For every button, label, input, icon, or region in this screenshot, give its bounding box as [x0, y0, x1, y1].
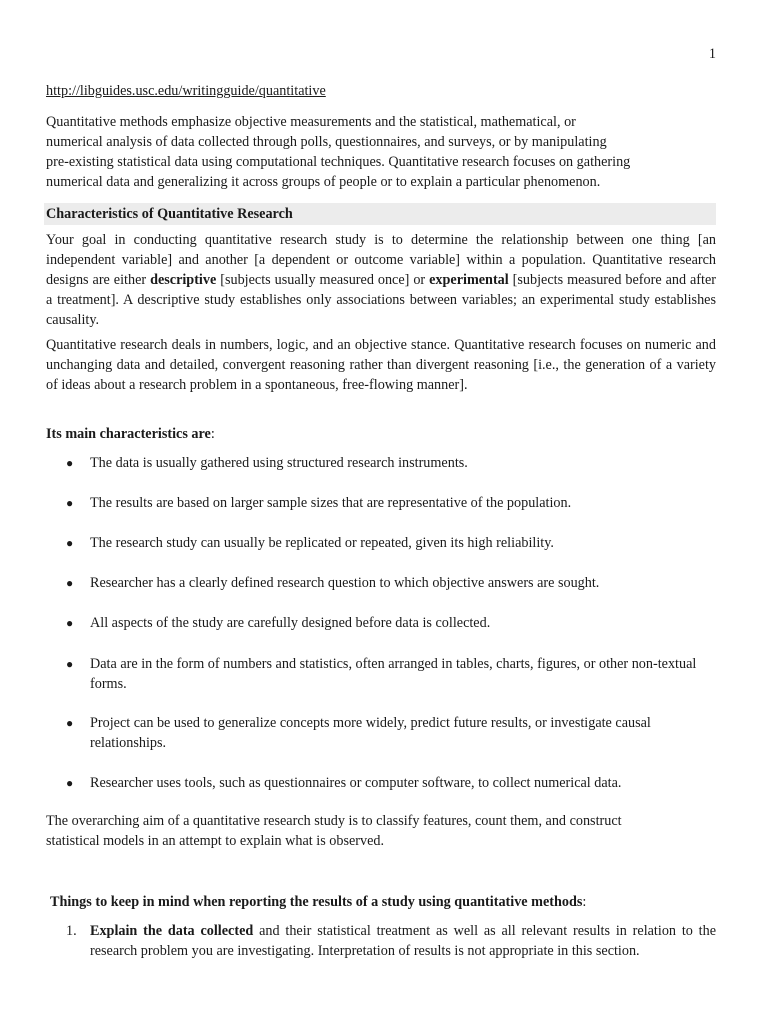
list-item-text: Researcher has a clearly defined research question to which objective answers are sought. — [90, 575, 600, 591]
intro-line: pre-existing statistical data using computational techniques. Quantitative research focuses on gathering — [46, 154, 631, 170]
source-link[interactable]: http://libguides.usc.edu/writingguide/quantitative — [46, 83, 326, 99]
descriptive-term: descriptive — [150, 272, 217, 288]
bullet-icon: ● — [66, 456, 74, 470]
bullet-icon: ● — [66, 496, 74, 510]
list-item-text: The data is usually gathered using structured research instruments. — [90, 455, 468, 471]
numbered-item-text — [90, 921, 716, 961]
aim-line: statistical models in an attempt to explain what is observed. — [46, 833, 385, 849]
bullet-icon: ● — [66, 657, 74, 671]
numbered-item-body: and their statistical treatment as well as all relevant results in relation to the research problem you are investigating. Interpretation of results is not appropriate in this section. — [90, 923, 716, 959]
bullet-icon: ● — [66, 536, 74, 550]
intro-line: numerical data and generalizing it across groups of people or to explain a particular phenomenon. — [46, 174, 601, 190]
goal-paragraph — [46, 230, 716, 330]
aim-line: The overarching aim of a quantitative research study is to classify features, count them, and construct — [46, 813, 622, 829]
characteristics-heading-text: Its main characteristics are — [46, 426, 211, 442]
intro-line: Quantitative methods emphasize objective measurements and the statistical, mathematical, or — [46, 114, 576, 130]
goal-text-2: [subjects usually measured once] or — [216, 272, 430, 288]
bullet-icon: ● — [66, 716, 74, 730]
reporting-heading-colon: : — [582, 894, 587, 910]
intro-paragraph — [46, 112, 716, 192]
list-item-text: Researcher uses tools, such as questionnaires or computer software, to collect numerical data. — [90, 775, 622, 791]
numbered-item-bold: Explain the data collected — [90, 923, 254, 939]
intro-line: numerical analysis of data collected through polls, questionnaires, and surveys, or by manipulating — [46, 134, 607, 150]
characteristics-heading — [46, 424, 716, 444]
list-item-text: The research study can usually be replicated or repeated, given its high reliability. — [90, 535, 554, 551]
section-heading: Characteristics of Quantitative Research — [46, 206, 293, 222]
goal-text-3: [subjects measured before and after a treatment]. A descriptive study establishes only associations between variables; an experimental study establishes causality. — [46, 272, 716, 328]
page-number: 1 — [708, 46, 716, 62]
reporting-heading — [50, 892, 720, 912]
bullet-icon: ● — [66, 576, 74, 590]
characteristics-heading-colon: : — [210, 426, 215, 442]
reporting-heading-text: Things to keep in mind when reporting the results of a study using quantitative methods — [50, 894, 583, 910]
list-item-text: All aspects of the study are carefully designed before data is collected. — [90, 615, 491, 631]
experimental-term: experimental — [429, 272, 509, 288]
item-number: 1. — [66, 923, 77, 939]
bullet-icon: ● — [66, 776, 74, 790]
list-item-text: The results are based on larger sample sizes that are representative of the population. — [90, 495, 572, 511]
stance-paragraph: Quantitative research deals in numbers, logic, and an objective stance. Quantitative research focuses on numeric and unchanging data and detailed, convergent reasoning rather than divergent reasoning [i.e., the generation of a variety of ideas about a research problem in a spontaneous, free-flowing manner]. — [46, 337, 716, 393]
list-item-text: Project can be used to generalize concepts more widely, predict future results, or investigate causal relationships. — [90, 715, 651, 751]
bullet-icon: ● — [66, 616, 74, 630]
list-item-text: Data are in the form of numbers and statistics, often arranged in tables, charts, figures, or other non-textual forms. — [90, 656, 697, 692]
goal-text-1: Your goal in conducting quantitative research study is to determine the relationship between one thing [an independent variable] and another [a dependent or outcome variable] within a population. Quantitative research designs are either — [46, 232, 716, 288]
aim-paragraph — [46, 811, 716, 851]
